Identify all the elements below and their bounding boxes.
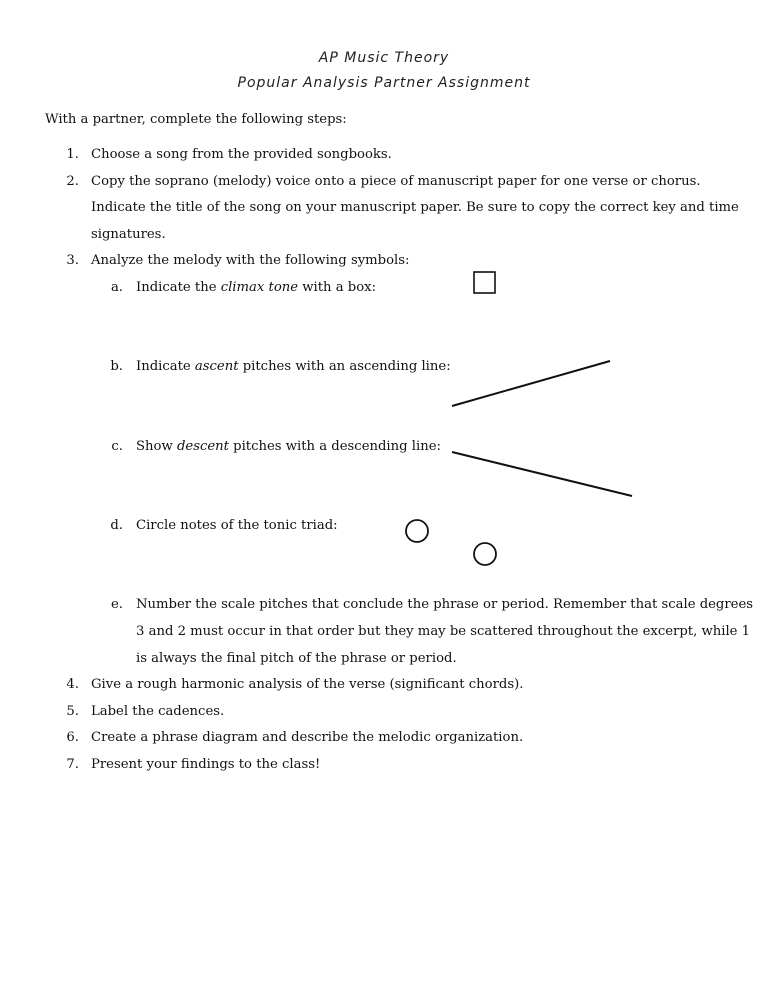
step-2-number: 2. — [66, 174, 79, 189]
descending-line-symbol — [448, 446, 638, 502]
step-7-number: 7. — [66, 757, 79, 772]
step-7-text: Present your findings to the class! — [91, 757, 321, 772]
circle-symbol — [471, 540, 499, 568]
step-4-number: 4. — [66, 677, 79, 692]
substep-d-letter: d. — [110, 518, 123, 533]
step-4-text: Give a rough harmonic analysis of the verse (significant chords). — [91, 677, 524, 692]
substep-e-letter: e. — [111, 597, 123, 612]
step-5-text: Label the cadences. — [91, 704, 225, 719]
step-3-text: Analyze the melody with the following symbols: — [91, 253, 410, 268]
step-3-number: 3. — [66, 253, 79, 268]
substep-b-letter: b. — [110, 359, 123, 374]
substep-c-text: Show descent pitches with a descending line: — [136, 439, 441, 454]
step-1-number: 1. — [66, 147, 79, 162]
step-2-text-line-2: Indicate the title of the song on your manuscript paper. Be sure to copy the correct key and time — [91, 200, 739, 215]
substep-e-text-line-3: is always the final pitch of the phrase or period. — [136, 651, 457, 666]
ascending-line-symbol — [448, 356, 616, 412]
page-subtitle: Popular Analysis Partner Assignment — [237, 75, 531, 91]
substep-a-letter: a. — [110, 280, 123, 295]
substep-d-text: Circle notes of the tonic triad: — [136, 518, 338, 533]
intro-text: With a partner, complete the following steps: — [45, 112, 347, 127]
substep-c-letter: c. — [111, 439, 123, 454]
step-2-text-line-3: signatures. — [91, 227, 166, 242]
substep-e-text-line-1: Number the scale pitches that conclude the phrase or period. Remember that scale degrees — [136, 597, 754, 612]
step-2-text-line-1: Copy the soprano (melody) voice onto a piece of manuscript paper for one verse or chorus. — [91, 174, 701, 189]
substep-b-text: Indicate ascent pitches with an ascending line: — [136, 359, 451, 374]
step-6-text: Create a phrase diagram and describe the melodic organization. — [91, 730, 524, 745]
step-6-number: 6. — [66, 730, 79, 745]
substep-e-text-line-2: 3 and 2 must occur in that order but they may be scattered throughout the excerpt, while 1 — [136, 624, 751, 639]
substep-a-text: Indicate the climax tone with a box: — [136, 280, 377, 295]
page-title: AP Music Theory — [318, 50, 450, 66]
circle-symbol — [403, 517, 431, 545]
step-5-number: 5. — [66, 704, 79, 719]
box-symbol — [472, 270, 498, 296]
step-1-text: Choose a song from the provided songbooks. — [91, 147, 392, 162]
